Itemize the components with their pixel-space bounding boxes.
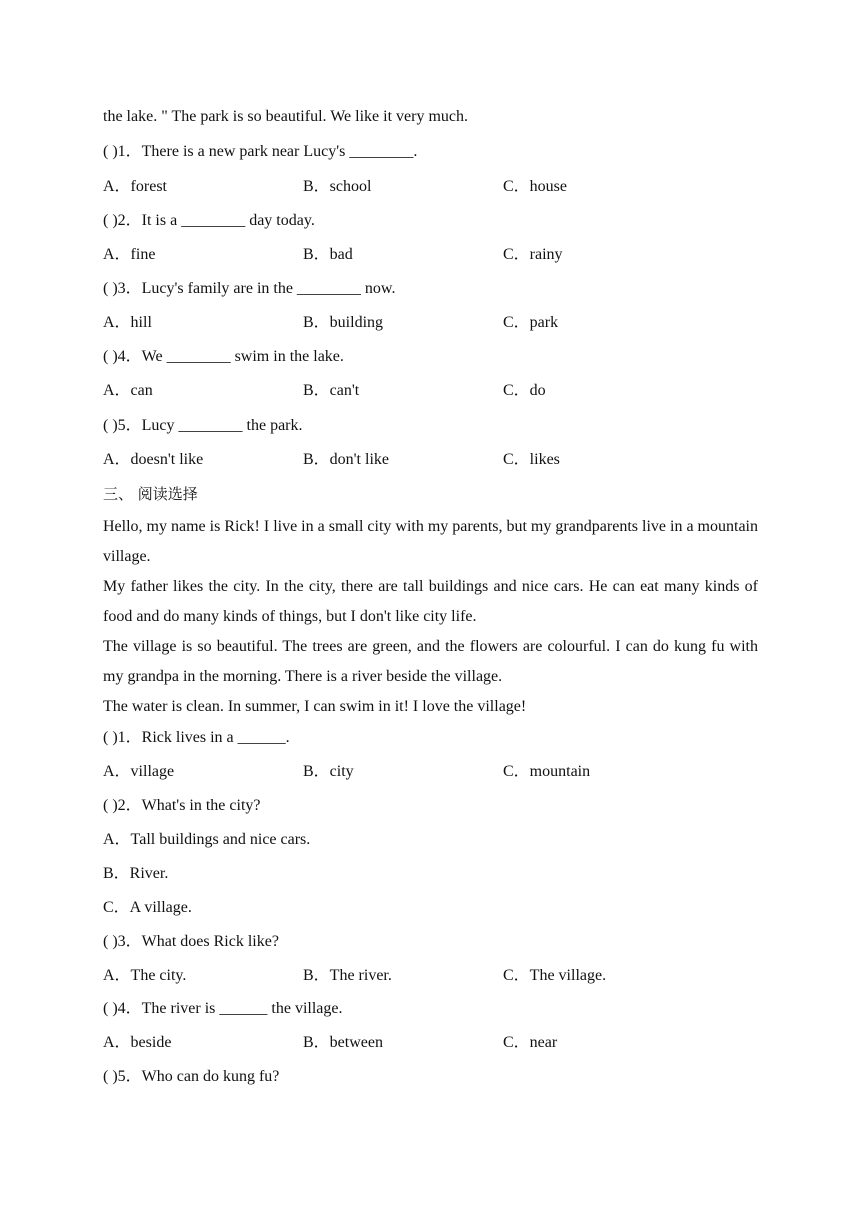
option-b: B．River.: [103, 865, 169, 882]
option-c: C．likes: [503, 451, 560, 468]
option-b: B．bad: [303, 246, 353, 263]
option-b: B．school: [303, 178, 372, 195]
option-a: A．hill: [103, 314, 152, 331]
option-b: B．The river.: [303, 967, 392, 984]
option-c: C．The village.: [503, 967, 607, 984]
passage-paragraph: Hello, my name is Rick! I live in a small city with my parents, but my grandparents live in a mountain village.: [103, 518, 758, 565]
option-c: C．park: [503, 314, 559, 331]
option-a: A．beside: [103, 1034, 172, 1051]
question-stem: ( )3．Lucy's family are in the ________ now.: [103, 280, 396, 297]
question-stem: ( )1．There is a new park near Lucy's ________.: [103, 143, 418, 160]
section-heading: 三、 阅读选择: [103, 485, 198, 503]
option-c: C．A village.: [103, 899, 192, 916]
option-a: A．can: [103, 382, 153, 399]
option-c: C．rainy: [503, 246, 563, 263]
question-stem: ( )1．Rick lives in a ______.: [103, 729, 290, 746]
question-stem: ( )4．The river is ______ the village.: [103, 1000, 343, 1017]
question-stem: ( )4．We ________ swim in the lake.: [103, 348, 344, 365]
option-b: B．don't like: [303, 451, 389, 468]
passage-paragraph: The village is so beautiful. The trees are green, and the flowers are colourful. I can do kung fu with my grandpa in the morning. There is a river beside the village.: [103, 638, 758, 685]
option-a: A．fine: [103, 246, 156, 263]
option-b: B．can't: [303, 382, 360, 399]
question-stem: ( )5．Who can do kung fu?: [103, 1068, 280, 1085]
option-a: A．doesn't like: [103, 451, 204, 468]
passage-paragraph: My father likes the city. In the city, there are tall buildings and nice cars. He can eat many kinds of food and do many kinds of things, but I don't like city life.: [103, 578, 758, 625]
option-b: B．city: [303, 763, 354, 780]
option-c: C．do: [503, 382, 546, 399]
option-a: A．village: [103, 763, 175, 780]
option-c: C．near: [503, 1034, 558, 1051]
question-stem: ( )2．What's in the city?: [103, 797, 261, 814]
option-b: B．building: [303, 314, 384, 331]
option-a: A．forest: [103, 178, 167, 195]
option-c: C．house: [503, 178, 568, 195]
passage-paragraph: The water is clean. In summer, I can swim in it! I love the village!: [103, 698, 527, 715]
option-a: A．The city.: [103, 967, 187, 984]
passage-tail: the lake. " The park is so beautiful. We like it very much.: [103, 108, 468, 125]
question-stem: ( )5．Lucy ________ the park.: [103, 417, 303, 434]
option-c: C．mountain: [503, 763, 591, 780]
question-stem: ( )2．It is a ________ day today.: [103, 212, 315, 229]
question-stem: ( )3．What does Rick like?: [103, 933, 279, 950]
option-b: B．between: [303, 1034, 383, 1051]
option-a: A．Tall buildings and nice cars.: [103, 831, 311, 848]
